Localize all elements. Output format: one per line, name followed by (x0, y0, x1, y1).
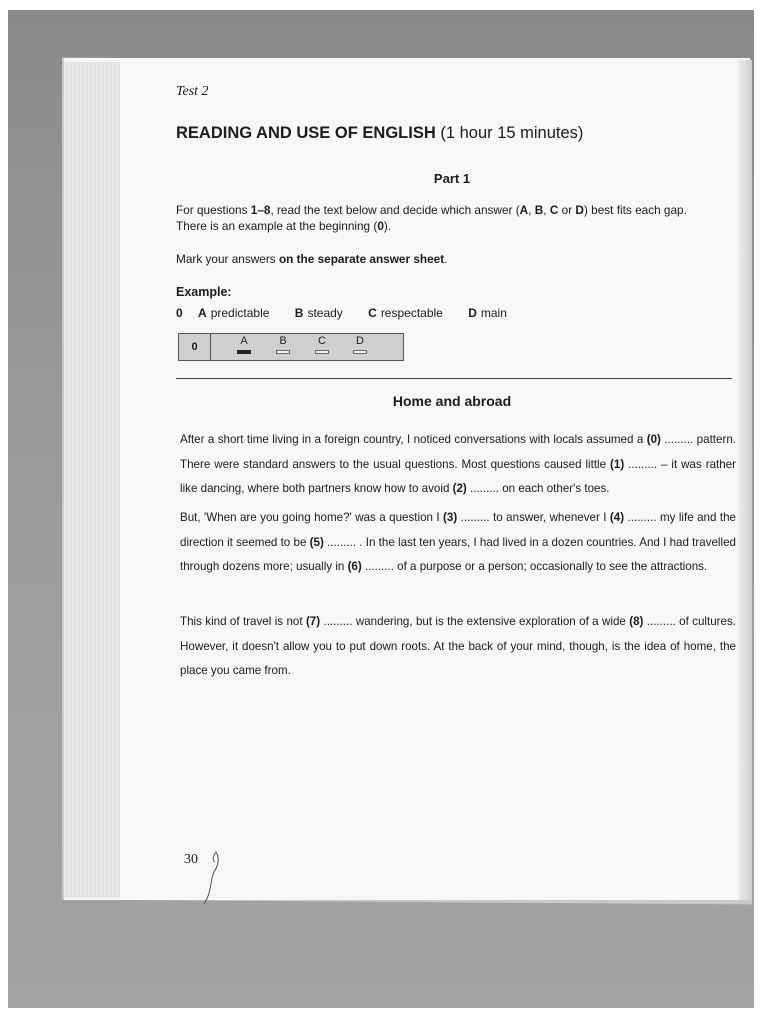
option-word: main (480, 306, 507, 320)
passage-text: ......... of a purpose or a person; occasionally to see the attractions. (361, 560, 708, 573)
option-letter: A (198, 306, 207, 320)
option-letter: D (468, 306, 477, 320)
bubble-letter: D (356, 335, 364, 347)
bubble-mark-empty (315, 350, 329, 354)
example-label: Example: (176, 285, 232, 299)
example-number: 0 (176, 306, 183, 320)
passage-text: ......... wandering, but is the extensive exploration of a wide (320, 615, 630, 628)
example-option-a (198, 306, 269, 320)
page-edges (64, 62, 120, 898)
example-option-d (468, 306, 507, 320)
section-divider (176, 378, 732, 379)
instr-opt-d: D (575, 203, 584, 217)
running-head: Test 2 (176, 84, 209, 99)
gap-4: (4) (609, 511, 625, 524)
instr-text: , read the text below and decide which answer ( (270, 203, 520, 217)
answer-bubble-d (351, 335, 369, 354)
pen-stroke-mark (198, 848, 228, 908)
passage-paragraph-2 (180, 506, 736, 580)
option-letter: B (294, 306, 304, 320)
option-word: steady (307, 306, 343, 320)
passage-text: ......... to answer, whenever I (457, 511, 610, 524)
bubble-mark-empty (353, 350, 367, 354)
passage-text: After a short time living in a foreign country, I noticed conversations with locals assumed a (180, 433, 647, 446)
option-word: predictable (210, 306, 270, 320)
passage-heading: Home and abroad (392, 393, 512, 409)
page-number: 30 (184, 852, 198, 867)
gap-0: (0) (646, 433, 661, 446)
instr-text: ) best fits each gap. (583, 203, 687, 217)
passage-text: This kind of travel is not (180, 615, 306, 628)
page-gutter (738, 60, 752, 900)
instr-emphasis: on the separate answer sheet (278, 252, 445, 266)
answer-bubble-c (313, 335, 331, 354)
passage-text: ......... – it was rather like dancing, where both partners know how to avoid (180, 457, 736, 495)
instr-opt-c: C (549, 203, 559, 217)
passage-text: ......... of cultures. However, it doesn't allow you to put down roots. At the back of your mind, though, is the idea of home, the place you came from. (180, 615, 736, 677)
option-word: respectable (380, 306, 443, 320)
instr-text: Mark your answers (176, 252, 279, 266)
instr-example-num: 0 (377, 219, 384, 233)
passage-paragraph-3 (180, 610, 736, 684)
option-letter: C (368, 306, 377, 320)
instr-text: or (558, 203, 576, 217)
passage-text: But, 'When are you going home?' was a question I (180, 511, 444, 524)
title-main: READING AND USE OF ENGLISH (176, 124, 436, 142)
part-heading: Part 1 (433, 171, 471, 186)
answer-bubble-b (274, 335, 292, 354)
passage-text: ......... pattern. There were standard answers to the usual questions. Most questions caused little (180, 433, 736, 471)
bubble-mark-filled (237, 350, 251, 354)
instructions: For questions 1–8, read the text below and decide which answer (A, B, C or D) best fits each gap. There is an example at the beginning (0). (176, 203, 687, 233)
gap-2: (2) (452, 482, 467, 495)
bubble-mark-empty (276, 350, 290, 354)
instr-text: ). (383, 219, 392, 233)
example-option-b (295, 306, 343, 320)
passage-paragraph-1 (180, 428, 736, 502)
bubble-letter: A (240, 335, 248, 347)
gap-5: (5) (309, 535, 324, 549)
bubble-letter: C (318, 335, 326, 347)
instr-opt-b: B (534, 203, 544, 217)
instr-text: . (444, 252, 448, 266)
gap-8: (8) (629, 615, 644, 628)
instr-opt-a: A (519, 203, 529, 217)
passage-text: ......... . In the last ten years, I had lived in a dozen countries. And I had travelled through dozens more; usually in (180, 535, 736, 573)
example-answer-sheet (178, 333, 404, 361)
answer-sheet-number: 0 (179, 334, 211, 360)
gap-7: (7) (305, 615, 321, 628)
instr-text: There is an example at the beginning ( (176, 219, 378, 233)
gap-1: (1) (610, 457, 625, 471)
example-option-c (368, 306, 443, 320)
gap-6: (6) (347, 560, 362, 573)
answer-bubble-a (235, 335, 253, 354)
passage-text: ......... on each other's toes. (466, 482, 610, 495)
instr-text: For questions (176, 203, 251, 217)
page-title (176, 124, 583, 143)
passage-text: ......... my life and the direction it seemed to be (180, 511, 736, 549)
example-options (176, 306, 529, 320)
bubble-letter: B (279, 335, 287, 347)
gap-3: (3) (443, 511, 458, 524)
instr-range: 1–8 (250, 203, 271, 217)
mark-instruction (176, 251, 447, 267)
title-duration: (1 hour 15 minutes) (440, 124, 584, 142)
